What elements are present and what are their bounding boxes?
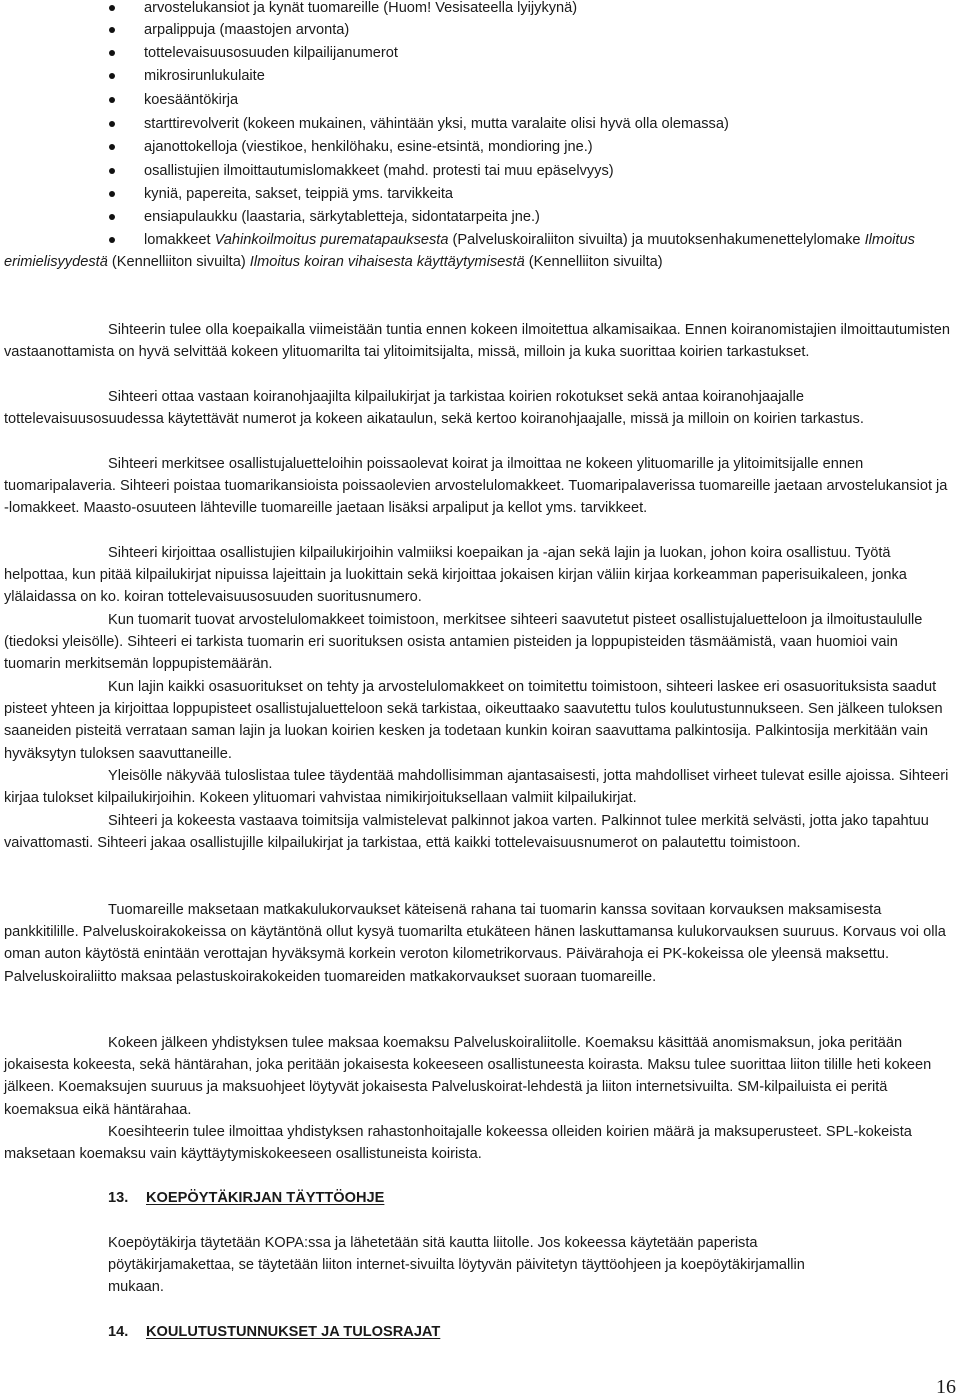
bullet-icon — [109, 237, 115, 243]
paragraph: Sihteeri ottaa vastaan koiranohjaajilta kilpailukirjat ja tarkistaa koirien rokotukset sekä antaa koiranohjaajalle tottelevaisuusosuudessa käytettävät numerot ja kokeen aikataulun, sekä kertoo koiranohjaajalle, missä ja milloin on koirien tarkastus. — [4, 389, 864, 428]
paragraph: Tuomareille maksetaan matkakulukorvaukset käteisenä rahana tai tuomarin kanssa sovitaan korvauksen maksamisesta pankkitilille. Palveluskoirakokeissa on käytäntönä ollut kysyä tuomarilta etukäteen hänen laskuttamansa kulukorvauksen suuruus. Korvaus voi olla oman auton käytöstä enintään verottajan hyväksymä korkein veroton kilometrikorvaus. Päivärahoja ei PK-kokeissa ole yleensä maksettu. Palveluskoiraliitto maksaa pelastuskoirakokeiden tuomareiden matkakorvaukset suoraan tuomareille. — [4, 902, 946, 985]
bullet-icon — [109, 168, 115, 174]
section-text: Koepöytäkirja täytetään KOPA:ssa ja lähetetään sitä kautta liitolle. Jos kokeessa käytetään paperista pöytäkirjamakettaa, se täytetään liiton internet-sivuilta löytyvän päivitetyn täyttöohjeen ja koepöytäkirjamallin mukaan. — [108, 1235, 805, 1296]
paragraph: Kokeen jälkeen yhdistyksen tulee maksaa koemaksu Palveluskoiraliitolle. Koemaksu käsittää anomismaksun, joka peritään jokaisesta kokeesta, sekä häntärahan, joka peritään jokaisesta kokeeseen osallistuneesta koirasta. Maksu tulee suorittaa liiton tilille heti kokeen jälkeen. Koemaksujen suuruus ja maksuohjeet löytyvät jokaisesta Palveluskoirat-lehdestä ja liiton internetsivuilta. SM-kilpailuista ei peritä koemaksua eikä häntärahaa. — [4, 1035, 932, 1118]
paragraph: Kun lajin kaikki osasuoritukset on tehty ja arvostelulomakkeet on toimitettu toimistoon, sihteeri laskee eri osasuorituksista saadut pisteet yhteen ja kirjoittaa loppupisteet osallistujaluetteloon sekä tarkistaa, oikeuttaako saavutettu tulos koulutustunnukseen. Sen jälkeen tuloksen saaneiden pisteitä verrataan saman lajin ja luokan koirien kesken ja todetaan kunkin koiran saavuttama palkintosija. Palkintosija merkitään vain hyväksytyn tuloksen saavuttaneille. — [4, 679, 943, 762]
bullet-icon — [109, 27, 115, 33]
bullet-icon — [109, 50, 115, 56]
paragraph: Sihteeri ja kokeesta vastaava toimitsija valmistelevat palkinnot jakoa varten. Palkinnot tulee merkitä selvästi, jotta jako tapahtuu vaivattomasti. Sihteeri jakaa osallistujille kilpailukirjat ja tarkistaa, että kaikki tottelevaisuusnumerot on palautettu toimistoon. — [4, 813, 929, 852]
bullet-icon — [109, 5, 115, 11]
paragraph: Sihteeri kirjoittaa osallistujien kilpailukirjoihin valmiiksi koepaikan ja -ajan sekä lajin ja luokan, johon koira osallistuu. Työtä helpottaa, kun pitää kilpailukirjat nipuissa lajeittain ja luokittain sekä kirjoittaa jokaisen kirjan väliin kirjaa korkeamman paperisuikaleen, jonka ylälaidassa on ko. koiran tottelevaisuusosuuden suoritusnumero. — [4, 545, 907, 606]
bullet-icon — [109, 214, 115, 220]
forms-list-item: lomakkeet Vahinkoilmoitus purematapauksesta (Palveluskoiraliiton sivuilta) ja muutoksenhakumenettelylomake Ilmoitus erimielisyydestä (Kennelliiton sivuilta) Ilmoitus koiran vihaisesta käyttäytymisestä (Kennelliiton sivuilta) — [4, 232, 915, 271]
paragraph: Yleisölle näkyvää tuloslistaa tulee täydentää mahdollisimman ajantasaisesti, jotta mahdolliset virheet tulevat esille ajoissa. Sihteeri kirjaa tulokset kilpailukirjoihin. Kokeen ylituomari vahvistaa nimikirjoituksellaan valmiit kilpailukirjat. — [4, 768, 949, 807]
paragraph: Sihteeri merkitsee osallistujaluetteloihin poissaolevat koirat ja ilmoittaa ne kokeen ylituomarille ja ylitoimitsijalle ennen tuomaripalaveria. Sihteeri poistaa tuomarikansioista poissaolevien arvostelulomakkeet. Tuomaripalaverissa tuomareille jaetaan arvostelukansiot ja -lomakkeet. Maasto-osuuteen lähteville tuomareille jaetaan lisäksi arpaliput ja kellot yms. tarvikkeet. — [4, 456, 948, 517]
bullet-icon — [109, 97, 115, 103]
paragraph: Kun tuomarit tuovat arvostelulomakkeet toimistoon, merkitsee sihteeri saavutetut pisteet osallistujaluetteloon ja ilmoitustaululle (tiedoksi yleisölle). Sihteeri ei tarkista tuomarin eri suorituksen osista antamien pisteiden ja loppupisteiden täsmäämistä, vaan huomioi vain tuomarin merkitsemän loppupistemäärän. — [4, 612, 923, 673]
bullet-icon — [109, 121, 115, 127]
paragraph: Sihteerin tulee olla koepaikalla viimeistään tuntia ennen kokeen ilmoitettua alkamisaikaa. Ennen koiranomistajien ilmoittautumisten vastaanottamista on hyvä selvittää kokeen ylituomarilta tai ylitoimitsijalta, missä, milloin ja kuka suorittaa koirien tarkastukset. — [4, 322, 951, 361]
bullet-icon — [109, 191, 115, 197]
page-number: 16 — [936, 1376, 956, 1398]
bullet-icon — [109, 73, 115, 79]
section-heading: 13. KOEPÖYTÄKIRJAN TÄYTTÖOHJE — [108, 1190, 385, 1206]
paragraph: Koesihteerin tulee ilmoittaa yhdistyksen rahastonhoitajalle kokeessa olleiden koirien määrä ja maksuperusteet. SPL-kokeista maksetaan koemaksu vain käyttäytymiskokeeseen osallistuneista koirista. — [4, 1124, 912, 1163]
bullet-icon — [109, 144, 115, 150]
section-heading: 14. KOULUTUSTUNNUKSET JA TULOSRAJAT — [108, 1324, 441, 1340]
